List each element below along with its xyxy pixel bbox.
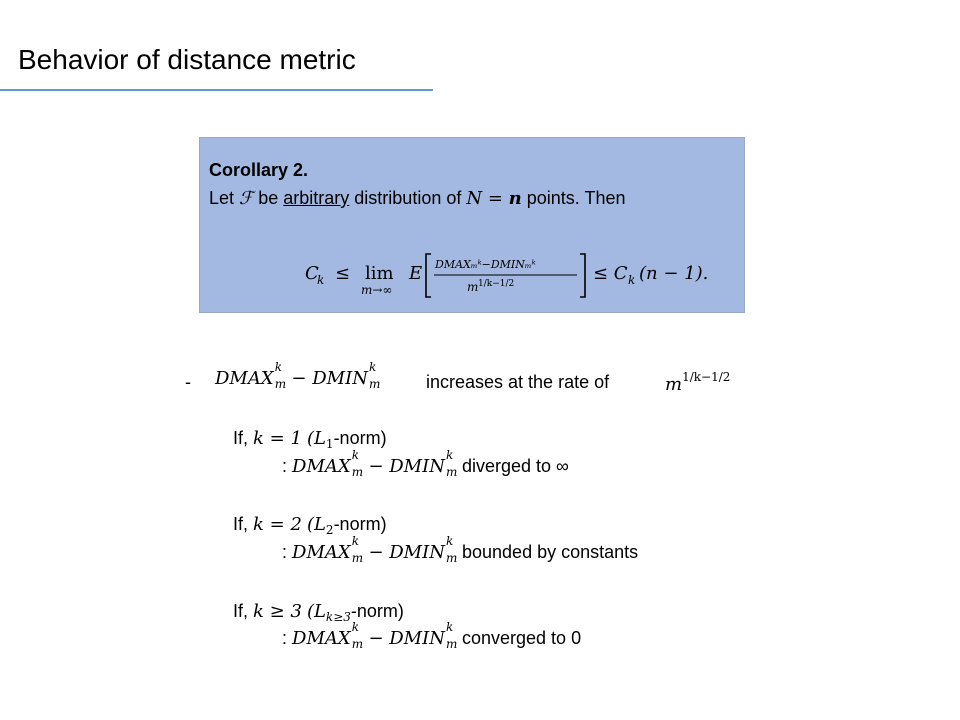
dmin-m: m (368, 377, 381, 391)
leq-1: ≤ (335, 263, 351, 284)
rate-base: m (665, 374, 683, 395)
k-sup: k (351, 448, 359, 462)
distribution-of-text: distribution of (354, 188, 462, 208)
case-2-result (282, 534, 639, 565)
dmin-term: DMIN (312, 368, 368, 389)
corollary-heading: Corollary 2. (209, 160, 309, 180)
case-colon: : (282, 542, 288, 562)
m-sub: m (445, 551, 458, 565)
case-cond: k = 1 (253, 428, 302, 449)
arbitrary-text: arbitrary (283, 188, 350, 208)
m-sub: m (351, 551, 364, 565)
minus-sign: − (362, 456, 390, 477)
dmax-term: DMAX (292, 542, 351, 563)
dmax-term: DMAX (292, 456, 351, 477)
dmax-term: DMAX (215, 368, 274, 389)
dmin-term: DMIN (389, 542, 445, 563)
m-sub: m (351, 465, 364, 479)
case-colon: : (282, 456, 288, 476)
lhs-c: C (305, 263, 319, 284)
be-text: be (258, 188, 279, 208)
case-3-condition (233, 601, 404, 624)
case-if: If, (233, 428, 249, 448)
m-sub: m (445, 465, 458, 479)
bullet-expression (215, 360, 381, 391)
case-result-text: diverged to ∞ (462, 456, 569, 476)
lim-word: lim (365, 263, 394, 284)
k-sup: k (445, 448, 454, 462)
k-sup: k (445, 620, 454, 634)
case-norm-sub: 2 (325, 523, 334, 537)
case-result-text: bounded by constants (462, 542, 639, 562)
points-then-text: points. Then (526, 188, 626, 208)
slide-title: Behavior of distance metric (18, 44, 356, 75)
case-if: If, (233, 601, 249, 621)
let-text: Let (209, 188, 235, 208)
case-norm-open: (L (306, 514, 326, 535)
case-3-result (282, 620, 582, 651)
case-if: If, (233, 514, 249, 534)
k-sup: k (445, 534, 454, 548)
n-equals: N = (466, 188, 509, 209)
dmax-k: k (274, 360, 282, 374)
expectation-e: E (409, 263, 423, 284)
k-sup: k (351, 620, 359, 634)
case-norm-open: (L (306, 428, 326, 449)
case-norm-close: -norm) (350, 601, 404, 621)
case-1-condition (233, 428, 387, 451)
lim-subscript: m→∞ (361, 283, 393, 297)
bullet-dash: - (185, 372, 191, 392)
dmin-k: k (368, 360, 377, 374)
minus-sign: − (285, 368, 313, 389)
m-sub: m (351, 637, 364, 651)
rhs-tail: (n − 1). (639, 263, 709, 284)
dmin-term: DMIN (389, 628, 445, 649)
rate-expression (665, 370, 730, 395)
rhs-k: k (628, 273, 636, 287)
denominator-base: m (467, 280, 479, 294)
numerator: DMAXₘᵏ−DMINₘᵏ (435, 258, 536, 271)
case-norm-close: -norm) (333, 514, 387, 534)
lhs-k: k (317, 273, 325, 287)
minus-sign: − (362, 628, 390, 649)
denominator-exponent: 1/k−1/2 (478, 279, 515, 289)
n-bold: n (508, 188, 522, 209)
case-cond: k ≥ 3 (253, 601, 302, 622)
case-norm-close: -norm) (333, 428, 387, 448)
case-norm-sub: k≥3 (325, 610, 351, 624)
dmax-term: DMAX (292, 628, 351, 649)
case-cond: k = 2 (253, 514, 302, 535)
case-1-result (282, 448, 569, 479)
case-norm-sub: 1 (325, 437, 334, 451)
rate-exponent: 1/k−1/2 (682, 370, 731, 384)
case-norm-open: (L (306, 601, 326, 622)
case-2-condition (233, 514, 387, 537)
case-result-text: converged to 0 (462, 628, 582, 648)
case-colon: : (282, 628, 288, 648)
dmin-term: DMIN (389, 456, 445, 477)
bullet-text: increases at the rate of (426, 372, 610, 392)
distribution-symbol: ℱ (239, 188, 254, 209)
minus-sign: − (362, 542, 390, 563)
rhs-c: ≤ C (593, 263, 628, 284)
m-sub: m (445, 637, 458, 651)
k-sup: k (351, 534, 359, 548)
dmax-m: m (274, 377, 287, 391)
